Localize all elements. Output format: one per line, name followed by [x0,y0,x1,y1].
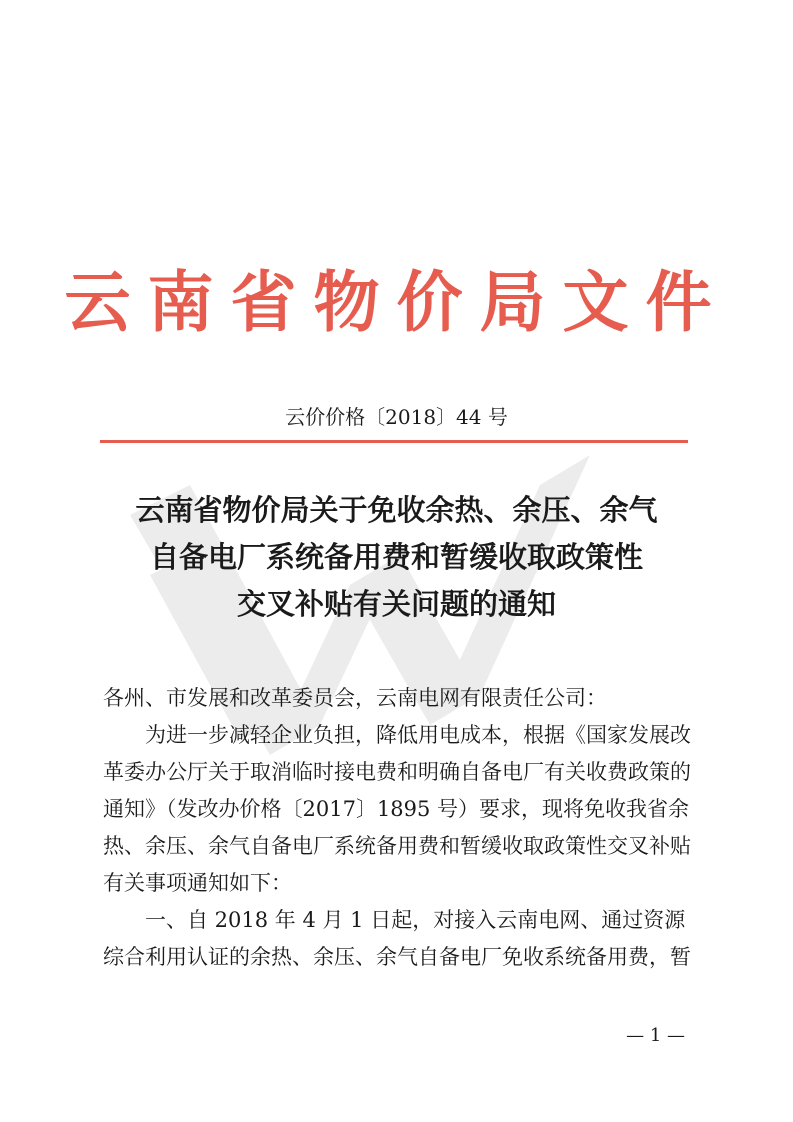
page-number: — 1 — [626,1025,685,1046]
notice-title-line: 交叉补贴有关问题的通知 [236,587,556,621]
document-number: 云价价格〔2018〕44 号 [285,405,508,429]
body-paragraph: 一、自 2018 年 4 月 1 日起，对接入云南电网、通过资源综合利用认证的余热、余压、余气自备电厂免收系统备用费，暂 [103,908,691,969]
notice-title-line: 自备电厂系统备用费和暂缓收取政策性 [149,540,643,574]
notice-title-line: 云南省物价局关于免收余热、余压、余气 [135,493,658,527]
notice-title [0,487,793,628]
red-divider-line [100,440,688,443]
body-paragraph: 为进一步减轻企业负担，降低用电成本，根据《国家发展改革委办公厅关于取消临时接电费和明确自备电厂有关收费政策的通知》（发改办价格〔2017〕1895 号）要求，现将免收我省余热、余压、余气自备电厂系统备用费和暂缓收取政策性交叉补贴有关事项通知如下： [103,723,691,895]
notice-body [103,680,693,976]
addressee-line: 各州、市发展和改革委员会，云南电网有限责任公司： [103,686,607,710]
agency-title: 云南省物价局文件 [64,263,729,341]
